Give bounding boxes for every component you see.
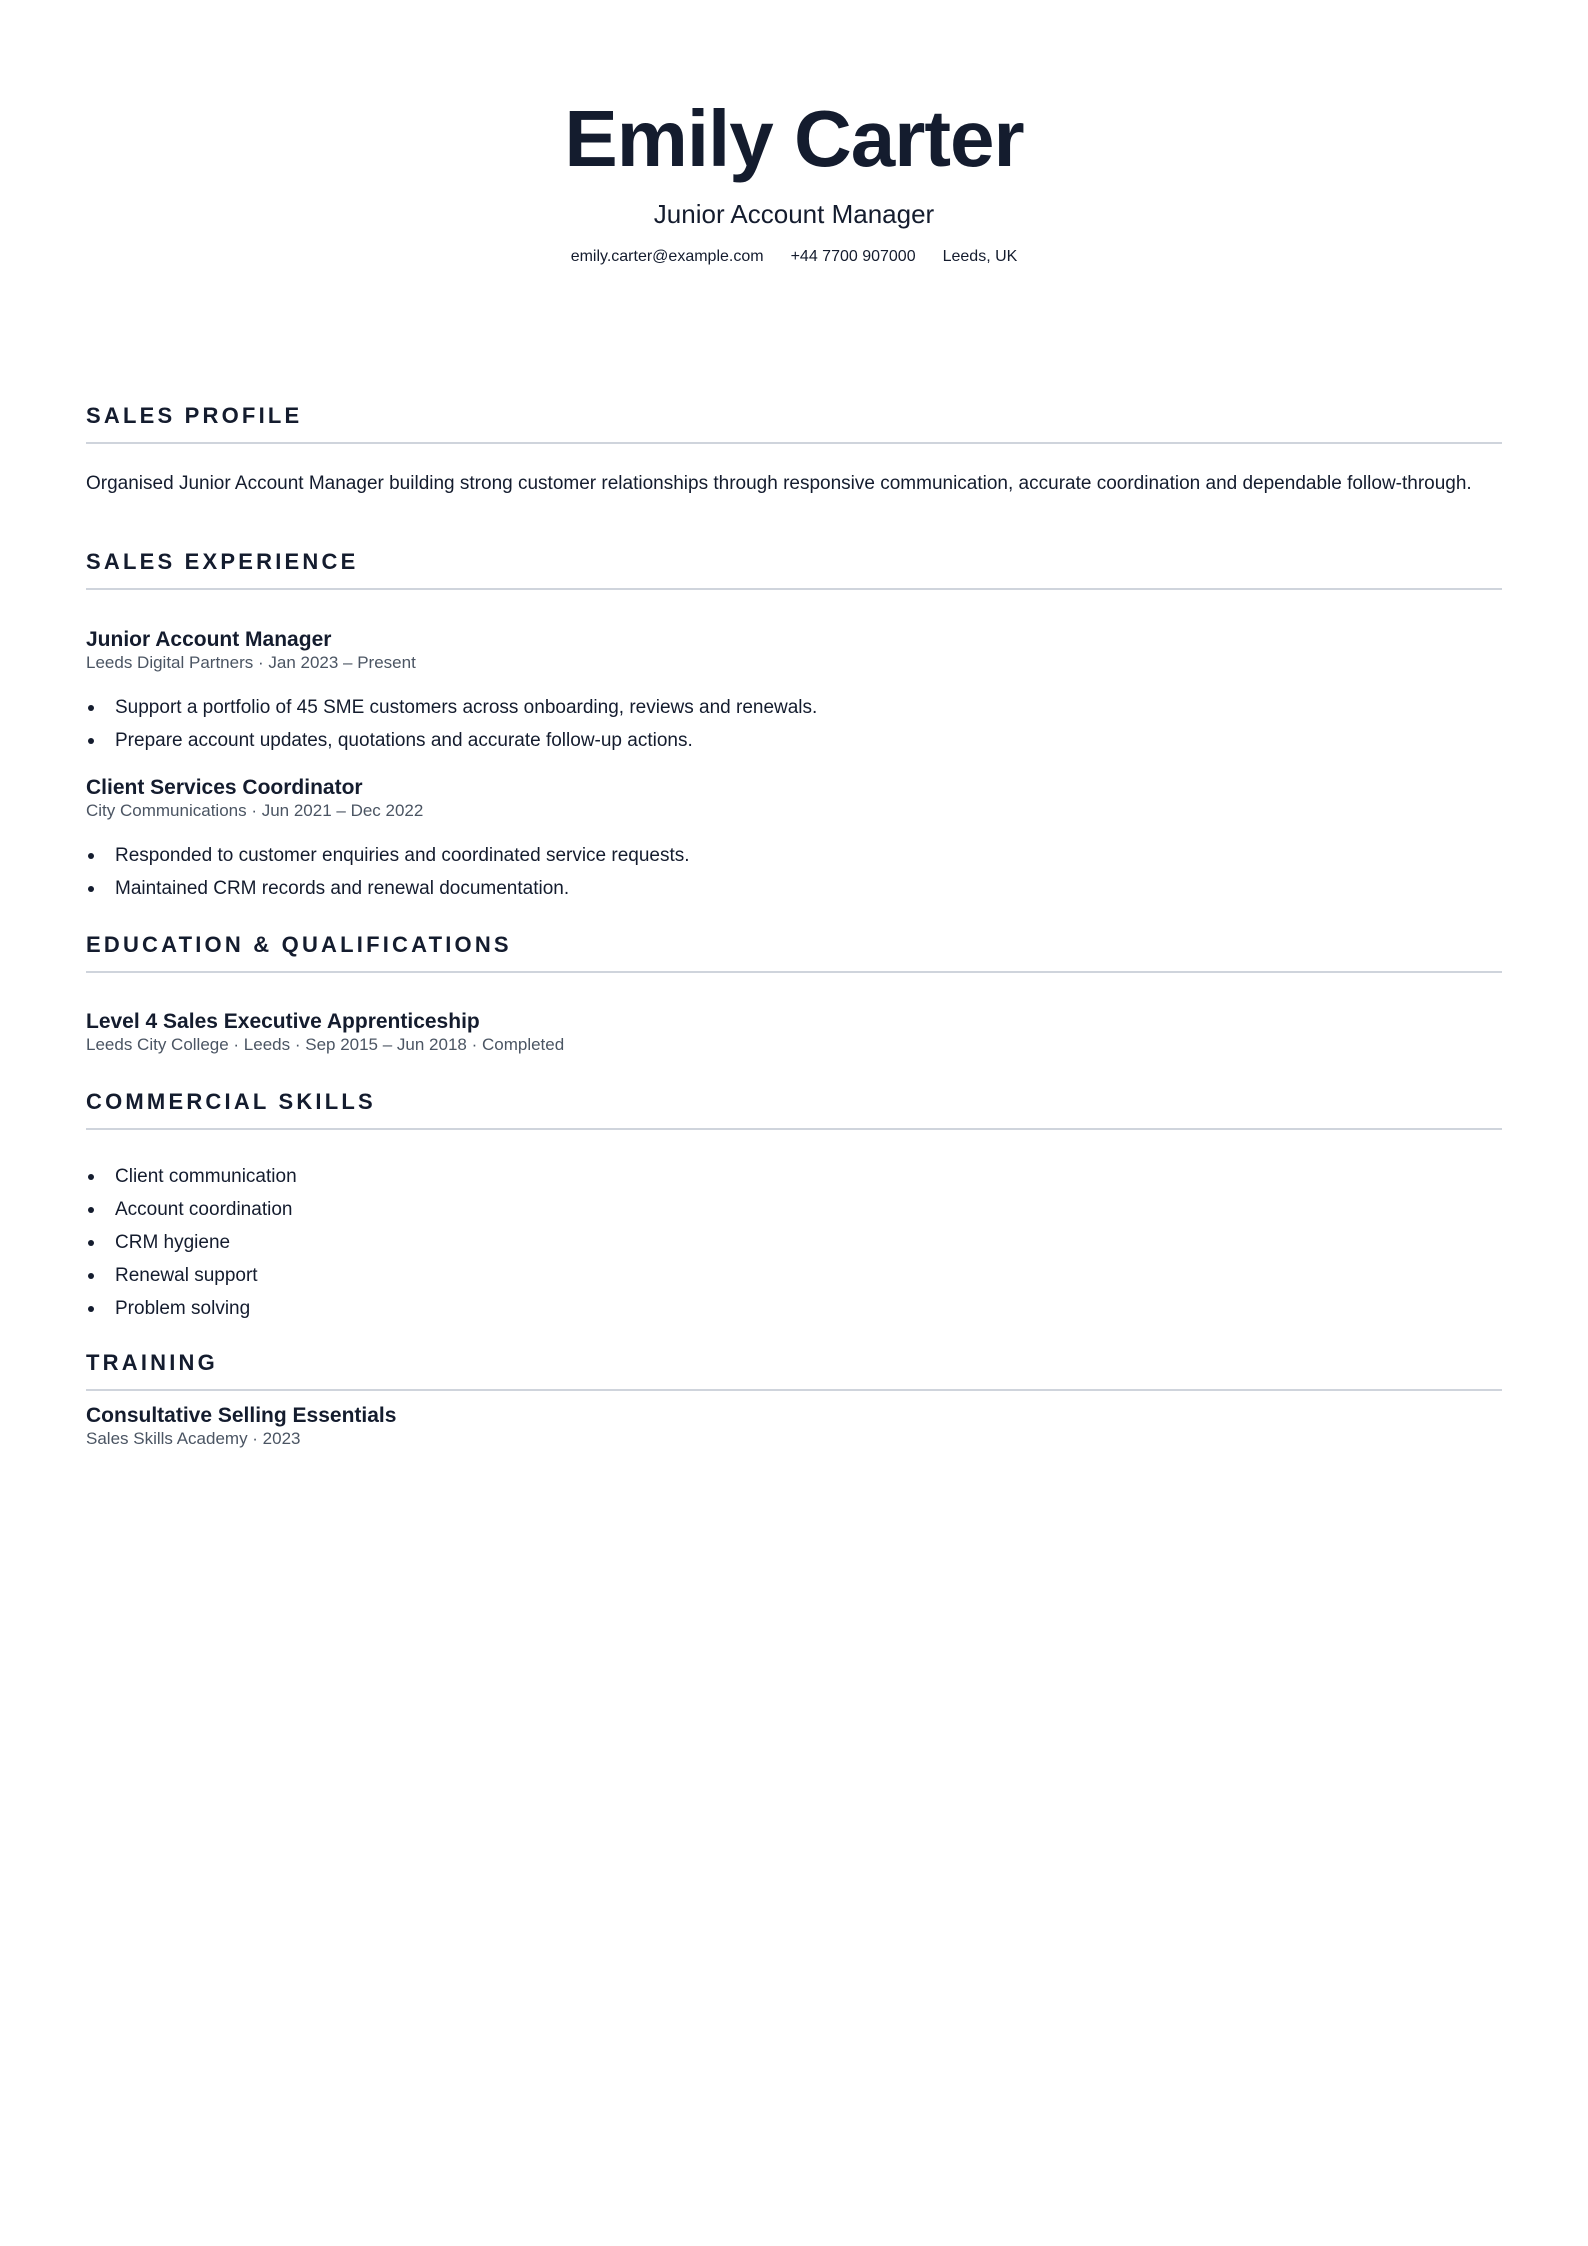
- list-item: [86, 695, 817, 720]
- bullet-dot: [88, 1174, 94, 1180]
- list-item: [86, 1164, 297, 1189]
- section-heading-education: EDUCATION & QUALIFICATIONS: [86, 932, 512, 957]
- skill-text: Client communication: [115, 1166, 297, 1187]
- qualification-meta: Leeds City College · Leeds · Sep 2015 – Jun 2018 · Completed: [86, 1035, 565, 1054]
- section-divider: [86, 1128, 1502, 1130]
- job-meta: City Communications · Jun 2021 – Dec 2022: [86, 801, 424, 820]
- section-divider: [86, 971, 1502, 973]
- bullet-dot: [88, 1207, 94, 1213]
- qualification-title: Level 4 Sales Executive Apprenticeship: [86, 1010, 480, 1033]
- section-divider: [86, 442, 1502, 444]
- job-bullets: [86, 695, 817, 761]
- section-heading-skills: COMMERCIAL SKILLS: [86, 1089, 376, 1114]
- section-divider: [86, 588, 1502, 590]
- bullet-dot: [88, 738, 94, 744]
- training-title: Consultative Selling Essentials: [86, 1404, 397, 1427]
- bullet-dot: [88, 1273, 94, 1279]
- bullet-text: Maintained CRM records and renewal documentation.: [115, 878, 570, 899]
- job-bullets: [86, 843, 690, 909]
- resume-header: [0, 88, 1588, 268]
- bullet-dot: [88, 1306, 94, 1312]
- list-item: [86, 843, 690, 868]
- job-title: Client Services Coordinator: [86, 776, 363, 799]
- list-item: [86, 1197, 297, 1222]
- contact-location: Leeds, UK: [942, 248, 1018, 265]
- bullet-text: Prepare account updates, quotations and accurate follow-up actions.: [115, 730, 693, 751]
- bullet-text: Responded to customer enquiries and coordinated service requests.: [115, 845, 690, 866]
- bullet-dot: [88, 886, 94, 892]
- contact-email: emily.carter@example.com: [570, 248, 764, 265]
- skill-text: Account coordination: [115, 1199, 293, 1220]
- list-item: [86, 876, 690, 901]
- section-heading-experience: SALES EXPERIENCE: [86, 549, 359, 574]
- bullet-dot: [88, 853, 94, 859]
- candidate-name: Emily Carter: [564, 94, 1024, 183]
- list-item: [86, 1263, 297, 1288]
- profile-summary: Organised Junior Account Manager building strong customer relationships through responsive communication, accurate coordination and dependable follow-through.: [86, 473, 1472, 494]
- list-item: [86, 1230, 297, 1255]
- contact-line: [0, 246, 1588, 268]
- bullet-dot: [88, 1240, 94, 1246]
- list-item: [86, 728, 817, 753]
- contact-phone: +44 7700 907000: [790, 248, 916, 265]
- section-heading-training: TRAINING: [86, 1350, 218, 1375]
- candidate-title: Junior Account Manager: [653, 199, 935, 229]
- job-title: Junior Account Manager: [86, 628, 332, 651]
- skill-text: Problem solving: [115, 1298, 251, 1319]
- bullet-text: Support a portfolio of 45 SME customers across onboarding, reviews and renewals.: [115, 697, 818, 718]
- skill-text: Renewal support: [115, 1265, 258, 1286]
- section-heading-profile: SALES PROFILE: [86, 403, 303, 428]
- list-item: [86, 1296, 297, 1321]
- section-divider: [86, 1389, 1502, 1391]
- bullet-dot: [88, 705, 94, 711]
- skills-list: [86, 1164, 297, 1329]
- training-meta: Sales Skills Academy · 2023: [86, 1429, 301, 1448]
- skill-text: CRM hygiene: [115, 1232, 231, 1253]
- job-meta: Leeds Digital Partners · Jan 2023 – Present: [86, 653, 416, 672]
